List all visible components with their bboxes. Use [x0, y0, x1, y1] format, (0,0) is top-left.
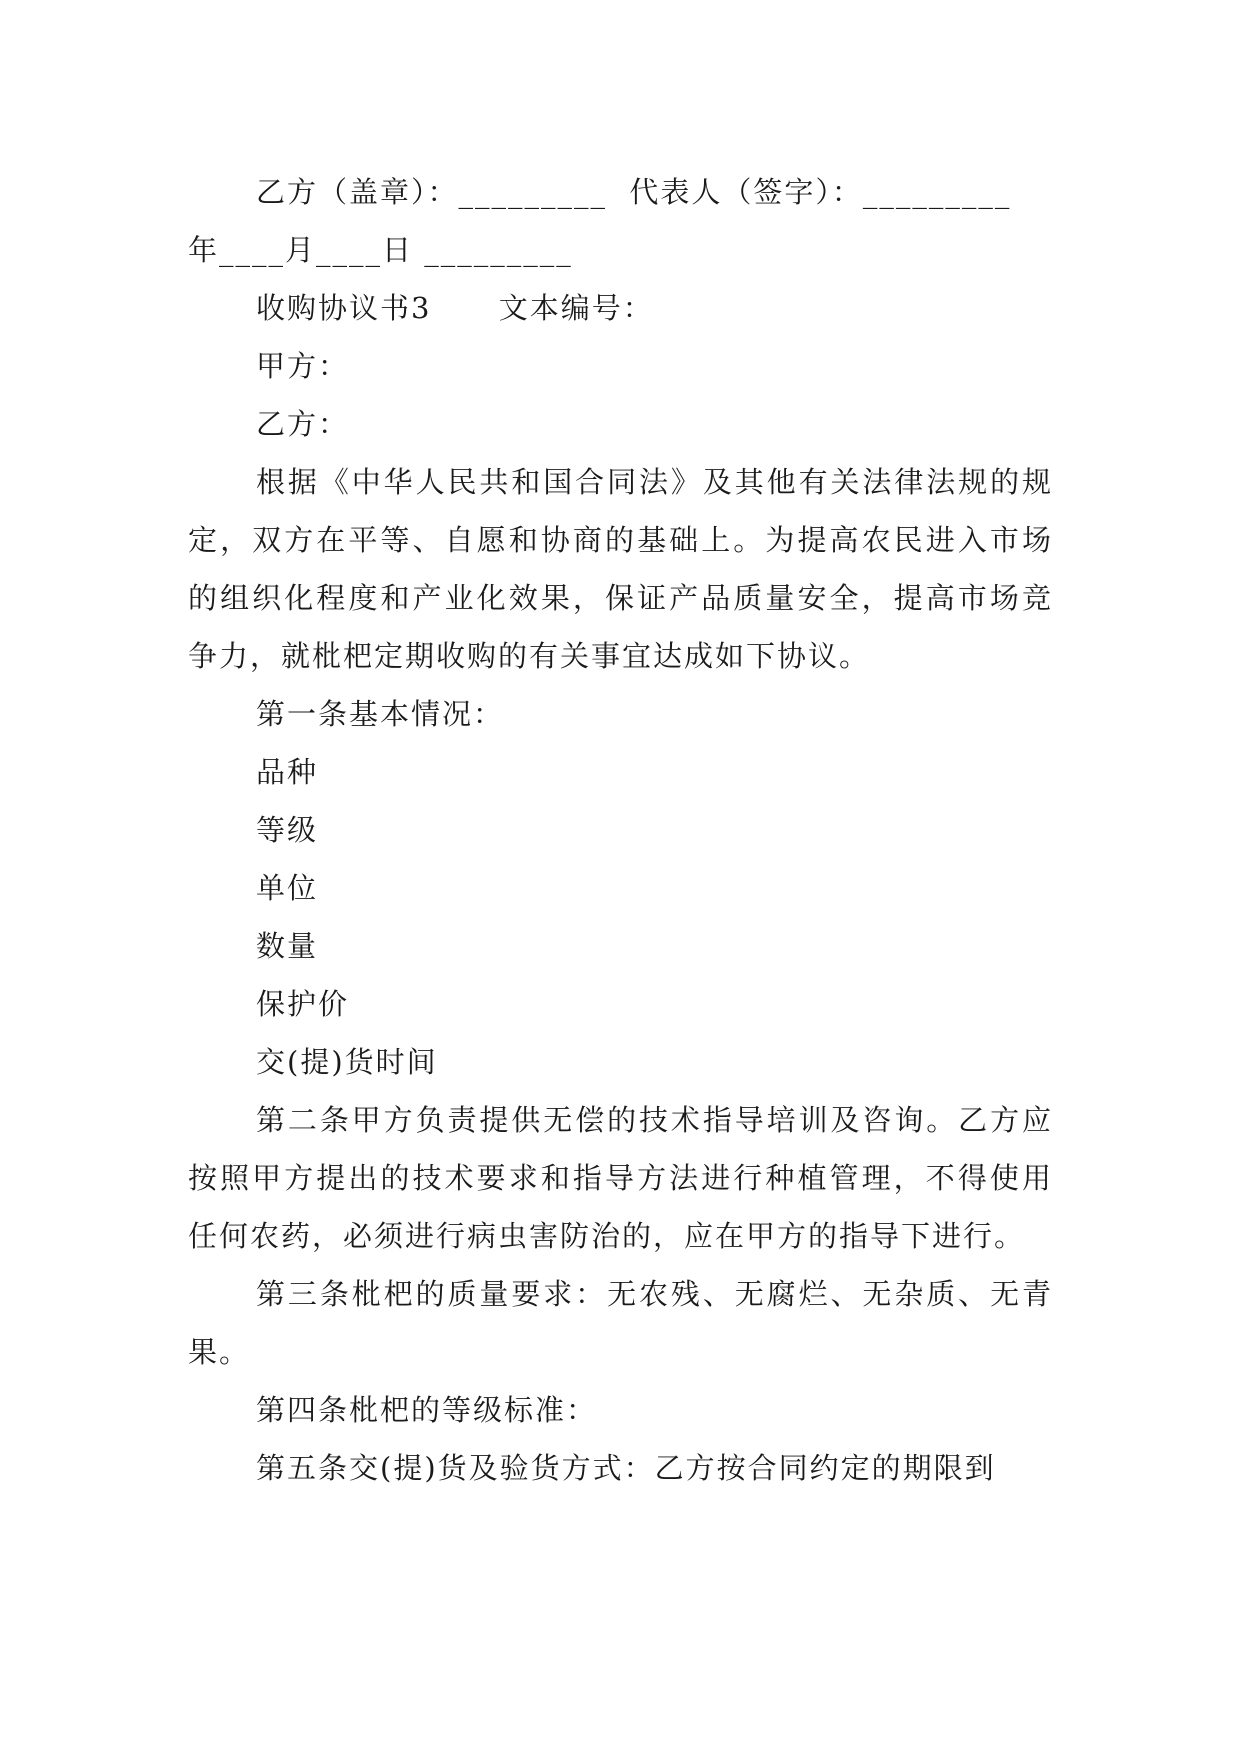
field-unit: 单位 [256, 871, 319, 905]
field-quantity: 数量 [256, 929, 319, 963]
field-variety: 品种 [256, 755, 319, 789]
article-2-paragraph: 第二条甲方负责提供无偿的技术指导培训及咨询。乙方应按照甲方提出的技术要求和指导方法进行种植管理，不得使用任何农药，必须进行病虫害防治的，应在甲方的指导下进行。 [188, 1103, 1053, 1253]
field-grade: 等级 [256, 813, 319, 847]
article-5-paragraph: 第五条交(提)货及验货方式：乙方按合同约定的期限到 [256, 1451, 996, 1485]
article-4-paragraph: 第四条枇杷的等级标准： [256, 1393, 598, 1427]
date-line: 年____月____日 _________ [188, 233, 573, 267]
preamble-paragraph: 根据《中华人民共和国合同法》及其他有关法律法规的规定，双方在平等、自愿和协商的基础上。为提高农民进入市场的组织化程度和产业化效果，保证产品质量安全，提高市场竞争力，就枇杷定期收购的有关事宜达成如下协议。 [188, 465, 1053, 673]
field-delivery-time: 交(提)货时间 [256, 1045, 438, 1079]
field-protection-price: 保护价 [256, 987, 350, 1021]
article-3-paragraph: 第三条枇杷的质量要求：无农残、无腐烂、无杂质、无青果。 [188, 1277, 1053, 1369]
party-b-line: 乙方： [256, 407, 350, 441]
article-1-heading: 第一条基本情况： [256, 697, 505, 731]
signature-line-party-b: 乙方（盖章）：_________ 代表人（签字）：_________ [256, 175, 1012, 209]
party-a-line: 甲方： [256, 349, 350, 383]
document-title: 收购协议书3 文本编号： [256, 291, 654, 325]
document-body [188, 163, 1053, 1497]
